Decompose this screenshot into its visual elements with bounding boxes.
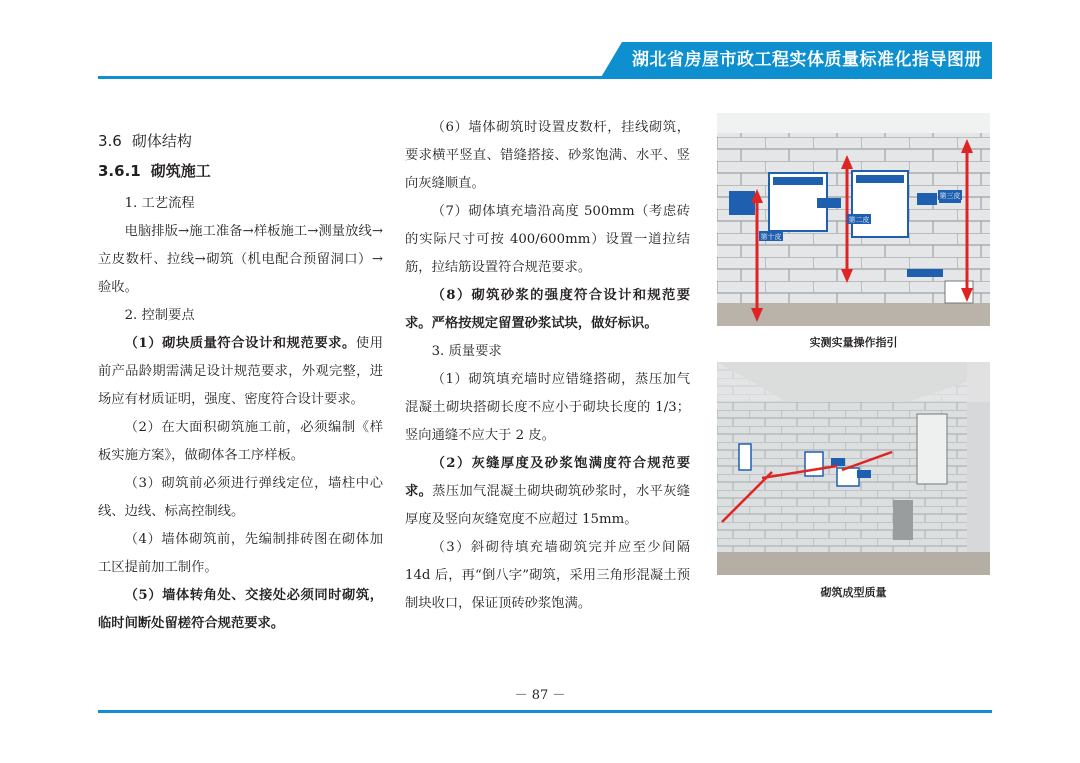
section-number: 3.6 bbox=[98, 132, 122, 150]
wall-marker-label: 第三皮 bbox=[939, 192, 961, 200]
body-text: 使用前产品龄期需满足设计规范要求，外观完整，进场应有材质证明，强度、密度符合设计要求。 bbox=[98, 336, 383, 407]
subsection-number: 3.6.1 bbox=[98, 162, 141, 180]
paragraph: （7）砌体填充墙沿高度 500mm（考虑砖的实际尺寸可按 400/600mm）设置一道拉结筋，拉结筋设置符合规范要求。 bbox=[405, 204, 690, 275]
section-title: 砌体结构 bbox=[131, 132, 192, 150]
wall-marker-label: 第十皮 bbox=[760, 233, 782, 241]
paragraph bbox=[98, 330, 383, 414]
room-photo-illustration bbox=[717, 362, 990, 575]
text-column-right bbox=[405, 114, 690, 618]
paragraph: （5）墙体转角处、交接处必须同时砌筑，临时间断处留槎符合规范要求。 bbox=[98, 588, 383, 631]
text-column-left bbox=[98, 126, 383, 638]
wall-marker-label: 第二皮 bbox=[848, 216, 870, 224]
paragraph: （3）斜砌待填充墙砌筑完并应至少间隔 14d 后，再“倒八字”砌筑，采用三角形混凝土预制块收口，保证顶砖砂浆饱满。 bbox=[405, 540, 690, 611]
subsection-heading bbox=[98, 156, 383, 186]
bold-text: （1）砌块质量符合设计和规范要求。 bbox=[124, 336, 356, 351]
paragraph: （4）墙体砌筑前，先编制排砖图在砌体加工区提前加工制作。 bbox=[98, 532, 383, 575]
figure-caption: 砌筑成型质量 bbox=[820, 586, 887, 599]
paragraph: （8）砌筑砂浆的强度符合设计和规范要求。严格按规定留置砂浆试块，做好标识。 bbox=[405, 288, 690, 331]
paragraph: 2. 控制要点 bbox=[124, 308, 195, 323]
body-text: 蒸压加气混凝土砌块砌筑砂浆时，水平灰缝厚度及竖向灰缝宽度不应超过 15mm。 bbox=[405, 484, 691, 527]
figure-caption: 实测实量操作指引 bbox=[809, 336, 898, 349]
page-number: － 87 － bbox=[514, 688, 566, 703]
paragraph: 1. 工艺流程 bbox=[124, 196, 195, 211]
header-title: 湖北省房屋市政工程实体质量标准化指导图册 bbox=[632, 50, 982, 70]
paragraph: 3. 质量要求 bbox=[431, 344, 502, 359]
subsection-title: 砌筑施工 bbox=[150, 162, 211, 180]
bold-text: （2）灰缝厚度及砂浆饱满度符合规范要求。 bbox=[405, 456, 690, 499]
section-heading bbox=[98, 126, 383, 156]
paragraph: （2）在大面积砌筑施工前，必须编制《样板实施方案》，做砌体各工序样板。 bbox=[98, 420, 383, 463]
photo-masonry-quality bbox=[717, 362, 990, 575]
wall-photo-illustration bbox=[717, 113, 990, 326]
paragraph: （1）砌筑填充墙时应错缝搭砌，蒸压加气混凝土砌块搭砌长度不应小于砌块长度的 1/3；竖向通缝不应大于 2 皮。 bbox=[405, 372, 690, 443]
paragraph: 电脑排版→施工准备→样板施工→测量放线→立皮数杆、拉线→砌筑（机电配合预留洞口）→验收。 bbox=[98, 224, 383, 295]
paragraph: （3）砌筑前必须进行弹线定位，墙柱中心线、边线、标高控制线。 bbox=[98, 476, 383, 519]
photo-wall-measurement bbox=[717, 113, 990, 326]
footer-rule bbox=[98, 710, 992, 713]
paragraph: （6）墙体砌筑时设置皮数杆，挂线砌筑，要求横平竖直、错缝搭接、砂浆饱满、水平、竖向灰缝顺直。 bbox=[405, 120, 690, 191]
paragraph bbox=[405, 450, 690, 534]
